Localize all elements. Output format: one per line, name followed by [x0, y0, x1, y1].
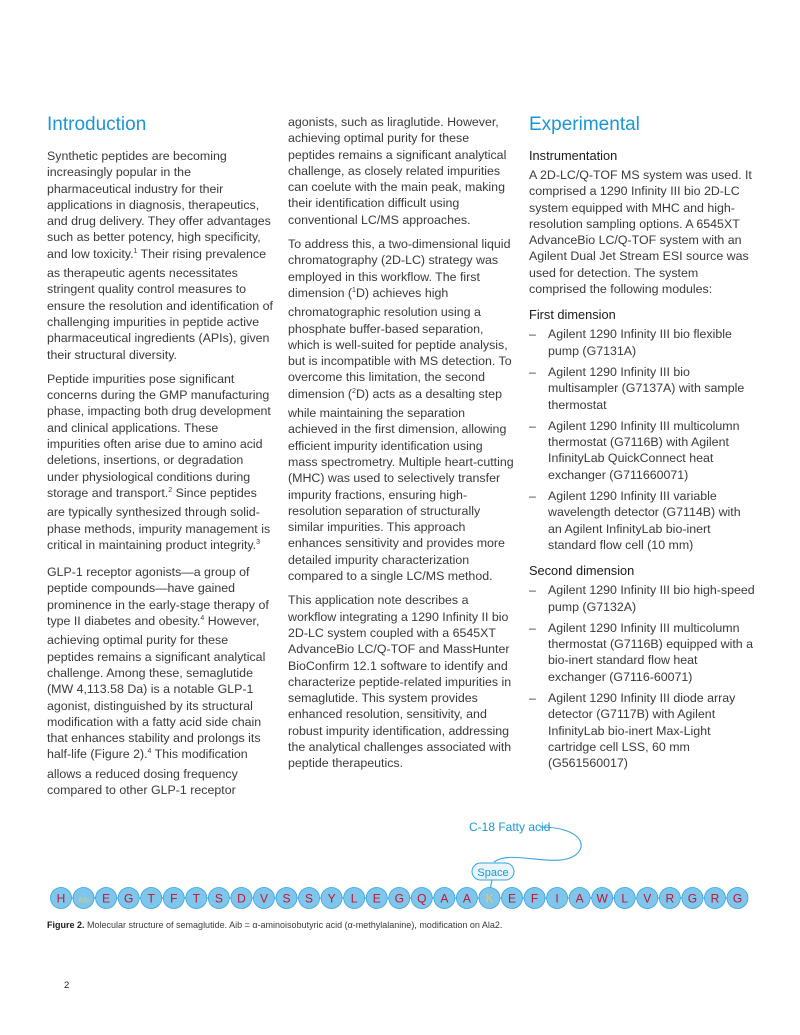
amino-acid-letter: V: [643, 891, 652, 906]
amino-acid-letter: E: [102, 891, 111, 906]
intro-paragraph-6: This application note describes a workflow integrating a 1290 Infinity II bio 2D-LC system coupled with a 6545XT AdvanceBio LC/Q-TOF and MassHunter BioConfirm 12.1 software to identify and characterize peptide-related impurities in semaglutide. This system provides enhanced resolution, sensitivity, and robust impurity identification, addressing the analytical challenges associated with peptide therapeutics.: [288, 593, 512, 771]
first-dimension-list: [529, 326, 755, 553]
figure-caption: [47, 920, 502, 931]
amino-acid-letter: A: [440, 891, 449, 906]
amino-acid-letter: F: [170, 891, 178, 906]
amino-acid-letter: L: [350, 891, 358, 906]
list-item: – Agilent 1290 Infinity III bio multisampler (G7137A) with sample thermostat: [529, 364, 755, 413]
amino-acid-letter: R: [710, 891, 720, 906]
amino-acid-letter: Q: [417, 891, 427, 906]
second-dimension-list: [529, 582, 755, 771]
instrumentation-heading: Instrumentation: [529, 148, 618, 163]
introduction-heading: Introduction: [47, 114, 147, 135]
column-experimental: [529, 114, 755, 778]
amino-acid-letter: A: [462, 891, 471, 906]
amino-acid-letter: G: [394, 891, 404, 906]
intro-paragraph-5: To address this, a two-dimensional liquid chromatography (2D-LC) strategy was employed in this workflow. The first dimension ($^1$D) achieves high chromatographic resolution using a phosphate buffer-based separation, which is well-suited for peptide analysis, but is incompatible with MS detection. To overcome this limitation, the second dimension ($^2$D) acts as a desalting step while maintaining the separation achieved in the first dimension, allowing efficient impurity identification using mass spectrometry. Multiple heart-cutting (MHC) was used to selectively transfer impurity fractions, ensuring high-resolution separation of structurally similar impurities. This approach enhances sensitivity and provides more detailed impurity characterization compared to a single LC/MS method.: [288, 237, 514, 584]
amino-acid-letter: S: [305, 891, 314, 906]
intro-paragraph-2: Peptide impurities pose significant concerns during the GMP manufacturing phase, impacting both drug development and clinical applications. These impurities often arise due to amino acid deletions, insertions, or degradation under physiological conditions during storage and transport.$^2$ Since peptides are typically synthesized through solid-phase methods, impurity management is critical in maintaining product integrity.$^3$: [47, 371, 271, 552]
amino-acid-letter: E: [507, 891, 517, 906]
page-number: 2: [64, 980, 70, 991]
amino-acid-letter: H: [56, 891, 66, 906]
amino-acid-letter: E: [372, 891, 381, 906]
amino-acid-letter: R: [665, 891, 675, 906]
fatty-acid-label: C-18 Fatty acid: [469, 820, 551, 834]
semaglutide-structure-figure: [0, 810, 800, 930]
list-item: – Agilent 1290 Infinity III multicolumn thermostat (G7116B) equipped with a bio-inert standard flow heat exchanger (G7116-60071): [529, 620, 755, 685]
amino-acid-sequence: [51, 888, 749, 909]
amino-acid-letter: S: [282, 891, 291, 906]
first-dimension-heading: First dimension: [529, 307, 616, 323]
amino-acid-letter: A: [575, 891, 584, 906]
amino-acid-letter: T: [147, 891, 155, 906]
amino-acid-letter: T: [192, 891, 200, 906]
second-dimension-heading: Second dimension: [529, 563, 635, 579]
column-introduction: [47, 114, 273, 806]
amino-acid-letter: D: [237, 891, 246, 906]
amino-acid-letter: G: [123, 891, 134, 906]
caption-text: Molecular structure of semaglutide. Aib = α-aminoisobutyric acid (α-methylalanine), modification on Ala2.: [84, 920, 503, 930]
list-item: – Agilent 1290 Infinity III variable wavelength detector (G7114B) with an Agilent InfinityLab bio-inert standard flow cell (10 mm): [529, 488, 755, 553]
instrumentation-text: A 2D-LC/Q-TOF MS system was used. It comprised a 1290 Infinity III bio 2D-LC system equipped with MHC and high-resolution sampling options. A 6545XT AdvanceBio LC/Q-TOF system with an Agilent Dual Jet Stream ESI source was used for detection. The system comprised the following modules:: [529, 168, 752, 297]
amino-acid-letter: S: [214, 891, 223, 906]
column-introduction-continued: [288, 114, 514, 780]
amino-acid-letter: I: [555, 891, 559, 906]
experimental-heading: Experimental: [529, 114, 640, 135]
amino-acid-letter: Aib: [78, 895, 89, 905]
list-item: – Agilent 1290 Infinity III diode array detector (G7117B) with Agilent InfinityLab bio-inert Max-Light cartridge cell LSS, 60 mm (G561560017): [529, 690, 755, 771]
amino-acid-letter: W: [596, 891, 608, 906]
list-item: – Agilent 1290 Infinity III bio flexible pump (G7131A): [529, 326, 755, 359]
amino-acid-letter: F: [530, 891, 539, 906]
intro-paragraph-1: Synthetic peptides are becoming increasingly popular in the pharmaceutical industry for their applications in diagnosis, therapeutics, and drug delivery. They offer advantages such as better potency, high specificity, and low toxicity.$^1$ Their rising prevalence as therapeutic agents necessitates stringent quality control measures to ensure the resolution and identification of challenging impurities in peptide active pharmaceutical ingredients (APIs), given their structural diversity.: [47, 149, 273, 362]
amino-acid-letter: Y: [327, 891, 336, 906]
list-item: – Agilent 1290 Infinity III bio high-speed pump (G7132A): [529, 582, 755, 615]
caption-label: Figure 2.: [47, 920, 85, 930]
list-item: – Agilent 1290 Infinity III multicolumn thermostat (G7116B) with Agilent InfinityLab QuickConnect heat exchanger (G711660071): [529, 418, 755, 483]
amino-acid-letter: G: [732, 891, 743, 906]
amino-acid-letter: V: [259, 891, 268, 906]
amino-acid-letter: G: [687, 891, 698, 906]
intro-paragraph-4: agonists, such as liraglutide. However, achieving optimal purity for these peptides remains a significant analytical challenge, as closely related impurities can coelute with the main peak, making their identification difficult using conventional LC/MS approaches.: [288, 115, 507, 227]
amino-acid-letter: L: [621, 891, 629, 906]
intro-paragraph-3: GLP-1 receptor agonists—a group of peptide compounds—have gained prominence in the early-stage therapy of type II diabetes and obesity.$^4$ However, achieving optimal purity for these peptides remains a significant analytical challenge. Among these, semaglutide (MW 4,113.58 Da) is a notable GLP-1 agonist, distinguished by its structural modification with a fatty acid side chain that enhances stability and prolongs its half-life (Figure 2).$^4$ This modification allows a reduced dosing frequency compared to other GLP-1 receptor: [47, 565, 269, 797]
amino-acid-letter: K: [485, 891, 494, 906]
spacer-label: Space: [477, 867, 509, 879]
